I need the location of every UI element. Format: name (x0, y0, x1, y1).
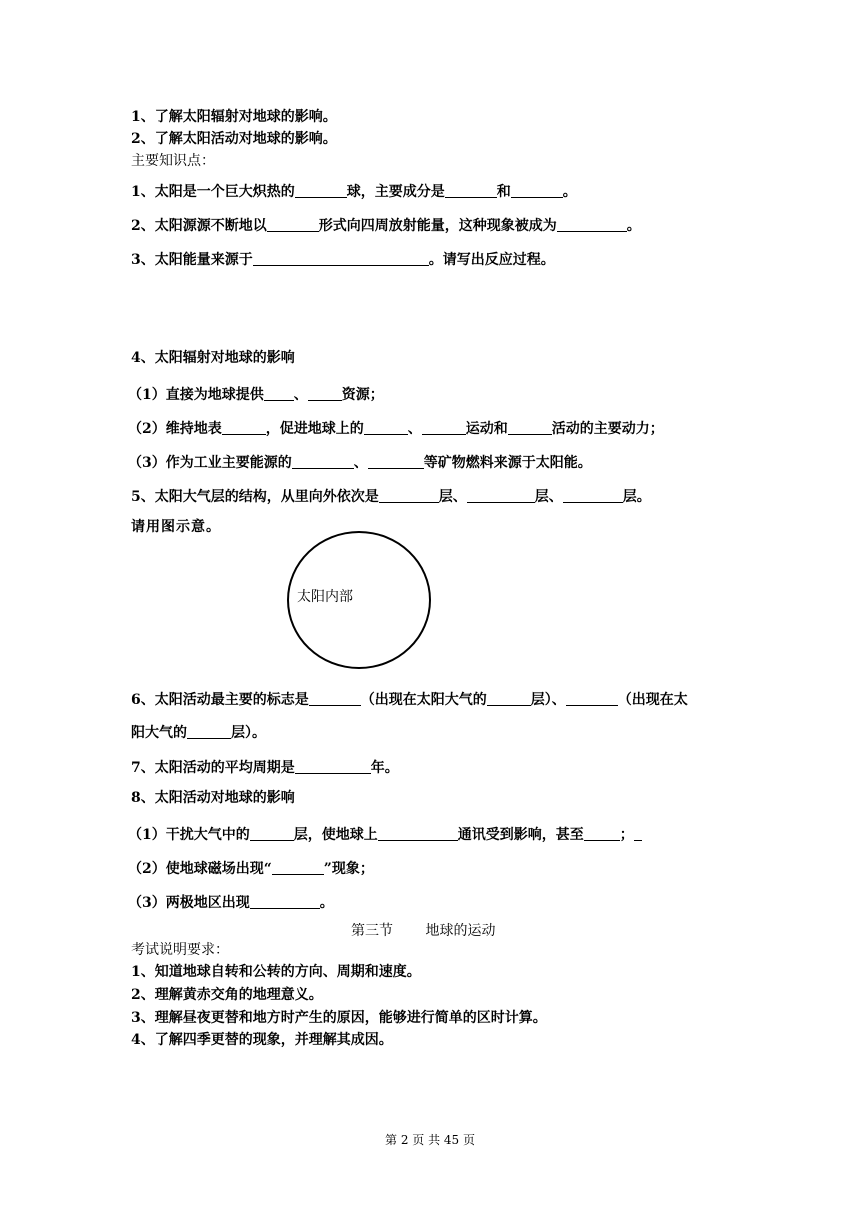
exam-objective-3: 3、理解昼夜更替和地方时产生的原因，能够进行简单的区时计算。 (131, 1010, 547, 1026)
page-footer: 第 2 页 共 45 页 (385, 1133, 475, 1147)
question-4-1: （1）直接为地球提供 、 资源； (128, 387, 384, 403)
section-title: 第三节 地球的运动 (351, 923, 496, 939)
question-5: 5、太阳大气层的结构，从里向外依次是 层、 层、 层。 (131, 489, 651, 505)
question-2: 2、太阳源源不断地以 形式向四周放射能量，这种现象被成为 。 (131, 218, 641, 234)
question-7: 7、太阳活动的平均周期是 年。 (131, 760, 399, 776)
exam-label: 考试说明要求： (131, 942, 229, 958)
question-8-1: （1）干扰大气中的 层，使地球上 通讯受到影响，甚至 ； (128, 824, 642, 843)
exam-objective-2: 2、理解黄赤交角的地理意义。 (131, 987, 323, 1003)
objective-1: 1、了解太阳辐射对地球的影响。 (131, 109, 337, 125)
question-4-3: （3）作为工业主要能源的 、 等矿物燃料来源于太阳能。 (128, 455, 592, 471)
exam-objective-4: 4、了解四季更替的现象，并理解其成因。 (131, 1032, 393, 1048)
question-6-line-1: 6、太阳活动最主要的标志是 （出现在太阳大气的 层）、 （出现在太 (131, 692, 688, 708)
sun-diagram-label: 太阳内部 (297, 589, 353, 605)
question-6-line-2: 阳大气的 层）。 (131, 725, 266, 741)
question-4-title: 4、太阳辐射对地球的影响 (131, 350, 295, 366)
question-8-title: 8、太阳活动对地球的影响 (131, 790, 295, 806)
question-3: 3、太阳能量来源于 。请写出反应过程。 (131, 252, 555, 268)
objective-2: 2、了解太阳活动对地球的影响。 (131, 131, 337, 147)
question-8-3: （3）两极地区出现 。 (128, 895, 334, 911)
exam-objective-1: 1、知道地球自转和公转的方向、周期和速度。 (131, 964, 421, 980)
question-8-2: （2）使地球磁场出现“ ”现象； (128, 861, 374, 877)
question-1: 1、太阳是一个巨大炽热的 球，主要成分是 和 。 (131, 184, 577, 200)
question-4-2: （2）维持地表 ，促进地球上的 、 运动和 活动的主要动力； (128, 421, 664, 437)
main-points-label: 主要知识点： (131, 153, 215, 169)
diagram-prompt: 请用图示意。 (131, 519, 221, 535)
